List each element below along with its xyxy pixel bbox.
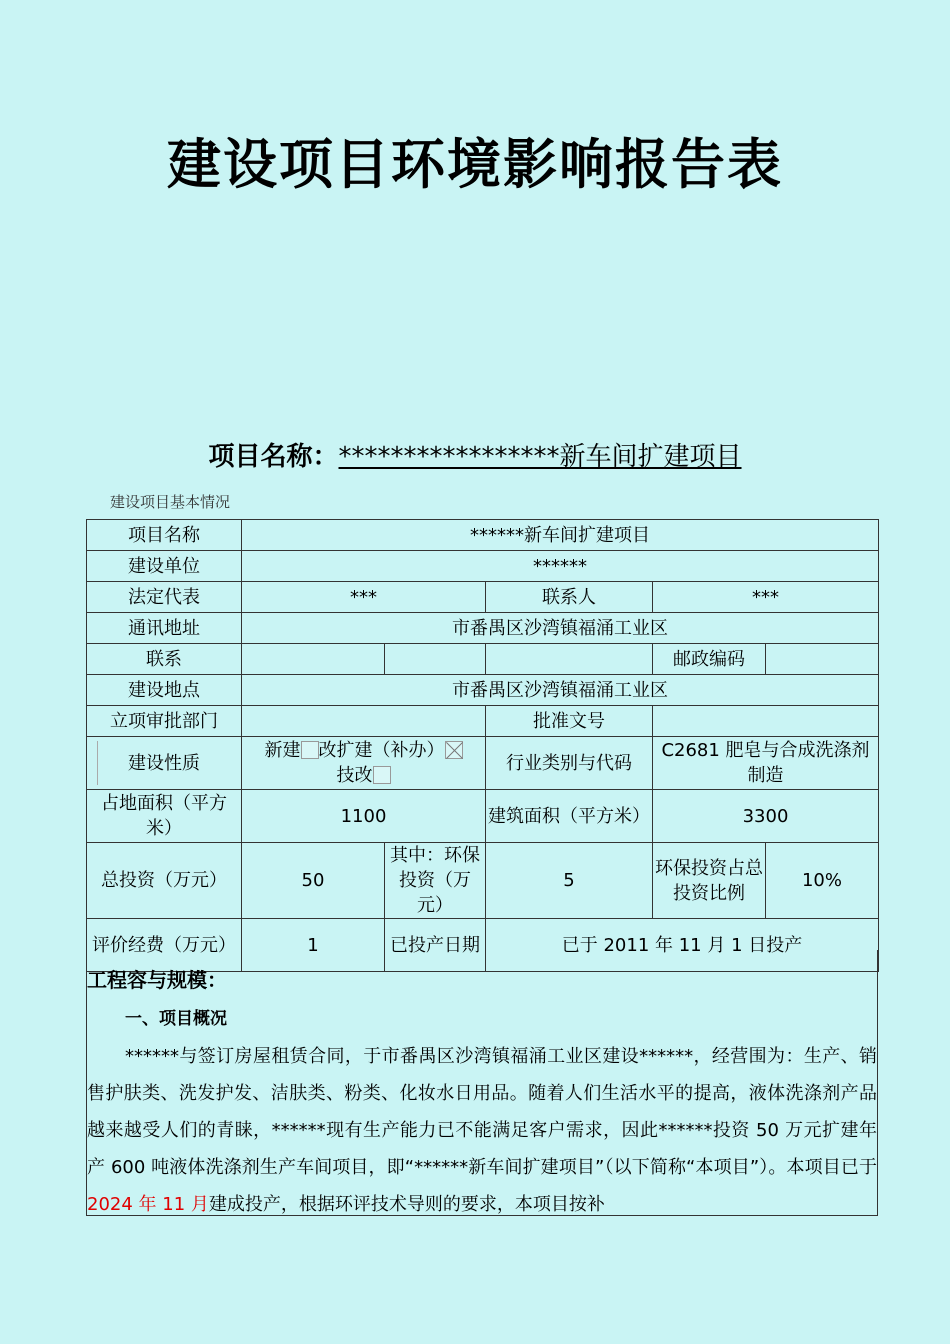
cell-build-unit-label: 建设单位 (87, 551, 242, 582)
cell-contact-person-value: *** (653, 582, 879, 613)
cell-project-name-label: 项目名称 (87, 520, 242, 551)
project-name-value: *****************新车间扩建项目 (338, 442, 742, 472)
cell-approval-doc-value (653, 706, 879, 737)
cell-nature-label (87, 737, 242, 790)
cell-eval-fee-value: 1 (242, 919, 385, 972)
overview-heading: 一、项目概况 (125, 1009, 227, 1029)
cell-build-unit-value: ****** (242, 551, 879, 582)
project-name-line (0, 436, 950, 473)
project-name-label: 项目名称： (208, 442, 339, 472)
cell-area-label: 占地面积（平方米） (87, 790, 242, 843)
cell-contact-value-3 (486, 644, 653, 675)
cell-postcode-label: 邮政编码 (653, 644, 766, 675)
cell-contact-value-2 (385, 644, 486, 675)
cell-contact-value-1 (242, 644, 385, 675)
cell-env-ratio-label: 环保投资占总投资比例 (653, 843, 766, 919)
project-content-section (86, 950, 878, 1216)
cell-production-date-value: 已于 2011 年 11 月 1 日投产 (486, 919, 879, 972)
cell-address-label: 通讯地址 (87, 613, 242, 644)
cell-investment-value: 50 (242, 843, 385, 919)
cell-approval-doc-label: 批准文号 (486, 706, 653, 737)
cell-industry-label: 行业类别与代码 (486, 737, 653, 790)
paragraph-text-1: ******与签订房屋租赁合同，于市番禺区沙湾镇福涌工业区建设******，经营围为：生产、销售护肤类、洗发护发、洁肤类、粉类、化妆水日用品。随着人们生活水平的提高，液体洗涤剂产品越来越受人们的青睐，******现有生产能力已不能满足客户需求，因此******投资 50 万元扩建年产 600 吨液体洗涤剂生产车间项目，即“******新车间扩建项目”（以下简称“本项目”）。本项目已于 (87, 1046, 877, 1178)
cell-legal-rep-value: *** (242, 582, 486, 613)
paragraph-text-2: 建成投产，根据环评技术导则的要求，本项目按补 (208, 1194, 605, 1215)
cell-legal-rep-label: 法定代表 (87, 582, 242, 613)
cell-env-ratio-value: 10% (766, 843, 879, 919)
option-expand-label: 改扩建（补办） (318, 740, 445, 761)
cell-approval-dept-label: 立项审批部门 (87, 706, 242, 737)
cell-investment-label: 总投资（万元） (87, 843, 242, 919)
cell-production-date-label: 已投产日期 (385, 919, 486, 972)
cell-building-area-label: 建筑面积（平方米） (486, 790, 653, 843)
cell-contact-person-label: 联系人 (486, 582, 653, 613)
cell-area-value: 1100 (242, 790, 486, 843)
cell-site-label: 建设地点 (87, 675, 242, 706)
cell-env-investment-label: 其中：环保投资（万元） (385, 843, 486, 919)
option-tech-label: 技改 (336, 765, 373, 786)
option-new-checkbox[interactable] (301, 741, 319, 759)
cell-building-area-value: 3300 (653, 790, 879, 843)
cell-project-name-value: ******新车间扩建项目 (242, 520, 879, 551)
option-new-label: 新建 (264, 740, 301, 761)
cell-env-investment-value: 5 (486, 843, 653, 919)
overview-paragraph (87, 1038, 877, 1223)
cell-site-value: 市番禺区沙湾镇福涌工业区 (242, 675, 879, 706)
cell-industry-value: C2681 肥皂与合成洗涤剂制造 (653, 737, 879, 790)
option-expand-checkbox[interactable] (445, 741, 463, 759)
content-title: 工程容与规模： (87, 968, 227, 992)
section-caption: 建设项目基本情况 (110, 493, 231, 511)
cell-postcode-value (766, 644, 879, 675)
nature-label-text: 建设性质 (128, 752, 200, 774)
cell-contact-label: 联系 (87, 644, 242, 675)
cell-nature-options (242, 737, 486, 790)
basic-info-table (86, 519, 879, 972)
document-title: 建设项目环境影响报告表 (167, 133, 783, 196)
cell-address-value: 市番禺区沙湾镇福涌工业区 (242, 613, 879, 644)
nature-margin-mark (97, 741, 98, 785)
option-tech-checkbox[interactable] (373, 766, 391, 784)
cell-eval-fee-label: 评价经费（万元） (87, 919, 242, 972)
cell-approval-dept-value (242, 706, 486, 737)
paragraph-date-highlight: 2024 年 11 月 (87, 1194, 209, 1215)
